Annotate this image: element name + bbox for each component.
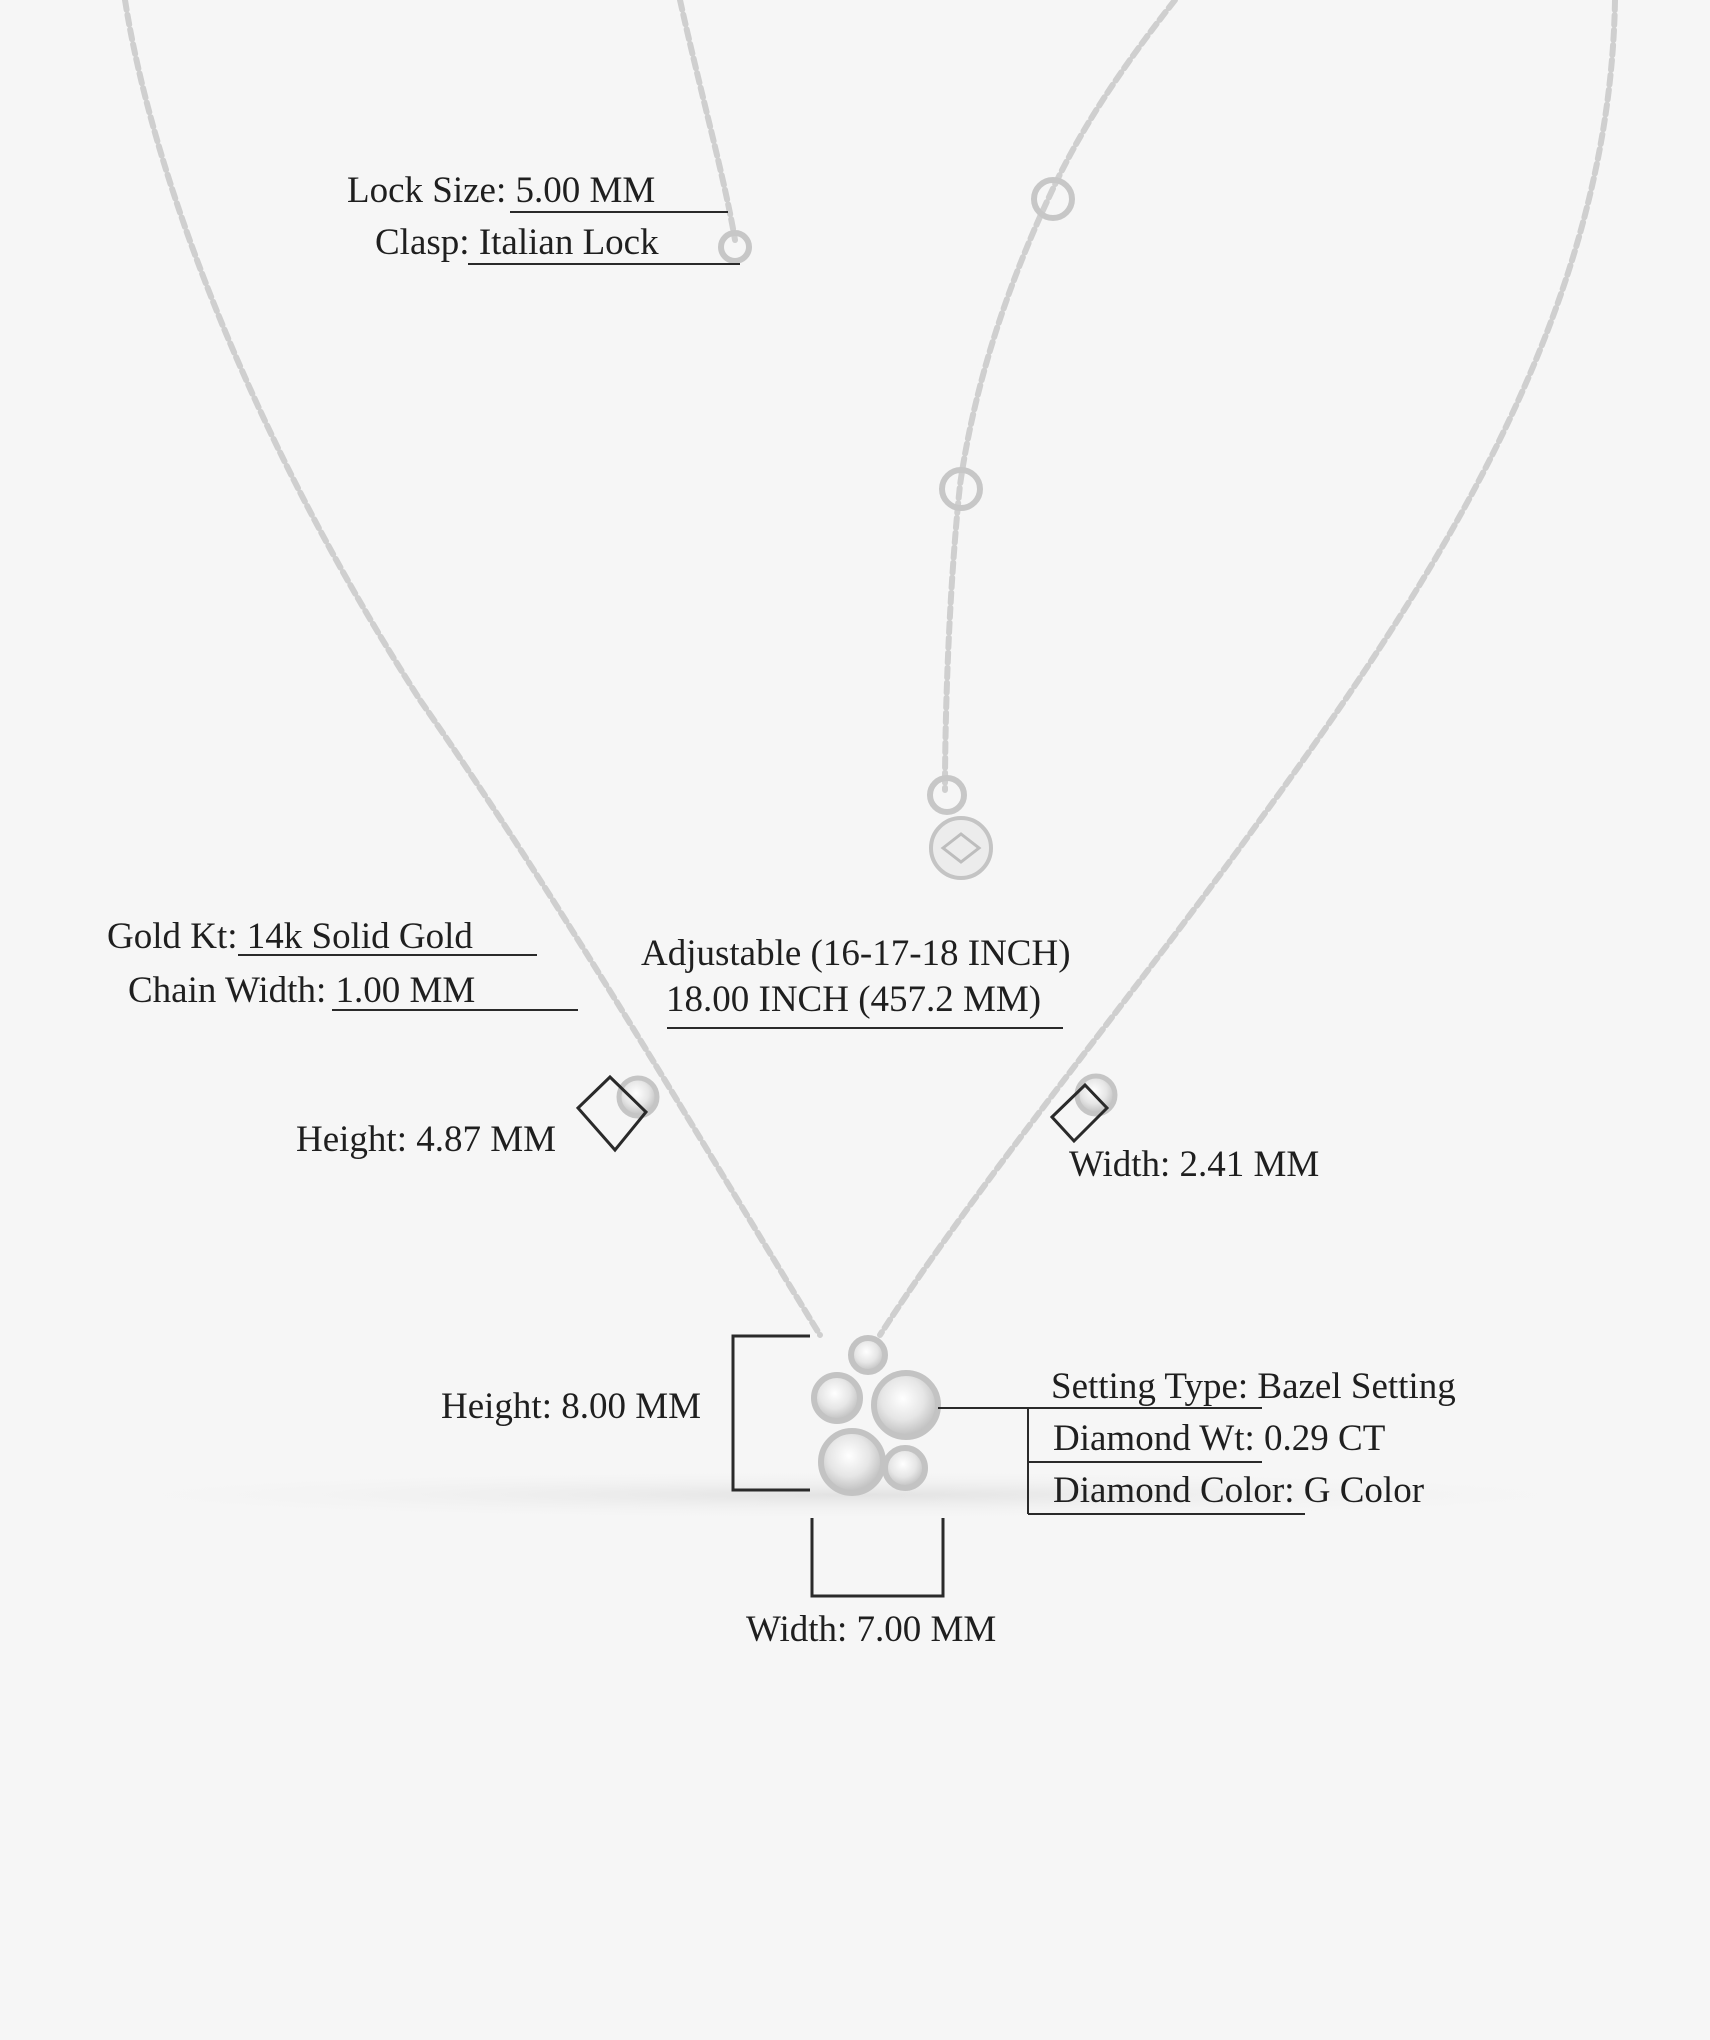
extender-chain (945, 0, 1175, 790)
station-width-value: 2.41 MM (1179, 1144, 1320, 1185)
brand-tag (931, 818, 991, 878)
station-height-value: 4.87 MM (416, 1119, 557, 1160)
length-value: 18.00 INCH (457.2 MM) (666, 979, 1042, 1020)
diamond-color-value: G Color (1303, 1470, 1425, 1511)
setting-type-spec (1051, 1368, 1456, 1405)
gold-kt-spec (107, 918, 473, 955)
gold-kt-value: 14k Solid Gold (246, 916, 473, 957)
station-width-spec (1069, 1146, 1319, 1183)
setting-type-value: Bazel Setting (1257, 1366, 1456, 1407)
clasp-label: Clasp: (375, 222, 470, 263)
chain-width-value: 1.00 MM (335, 970, 476, 1011)
clasp-spec (375, 224, 659, 261)
chain-right (880, 0, 1615, 1335)
pendant-height-label: Height: (441, 1386, 552, 1427)
gold-kt-label: Gold Kt: (107, 916, 238, 957)
station-height-label: Height: (296, 1119, 407, 1160)
diamond-color-spec (1053, 1472, 1424, 1509)
diamond-wt-spec (1053, 1420, 1385, 1457)
bracket-pendant-height (733, 1336, 810, 1490)
diamond-wt-value: 0.29 CT (1264, 1418, 1386, 1459)
setting-type-label: Setting Type: (1051, 1366, 1249, 1407)
chain-width-spec (128, 972, 475, 1009)
chain-left-upper (680, 0, 735, 240)
lock-size-label: Lock Size: (347, 170, 507, 211)
bracket-pendant-width (812, 1518, 943, 1596)
length-adjustable: Adjustable (16-17-18 INCH) (641, 933, 1071, 974)
lock-size-value: 5.00 MM (515, 170, 656, 211)
pendant-width-label: Width: (746, 1609, 848, 1650)
pendant-width-spec (746, 1611, 996, 1648)
chain-width-label: Chain Width: (128, 970, 327, 1011)
station-width-label: Width: (1069, 1144, 1171, 1185)
clasp-value: Italian Lock (478, 222, 659, 263)
station-diamond-left (619, 1078, 657, 1116)
station-height-spec (296, 1121, 556, 1158)
pendant-height-spec (441, 1388, 701, 1425)
pendant-height-value: 8.00 MM (561, 1386, 702, 1427)
diamond-wt-label: Diamond Wt: (1053, 1418, 1255, 1459)
pendant-cluster (814, 1338, 938, 1493)
pendant-width-value: 7.00 MM (856, 1609, 997, 1650)
lock-size-spec (347, 172, 655, 209)
diamond-color-label: Diamond Color: (1053, 1470, 1295, 1511)
